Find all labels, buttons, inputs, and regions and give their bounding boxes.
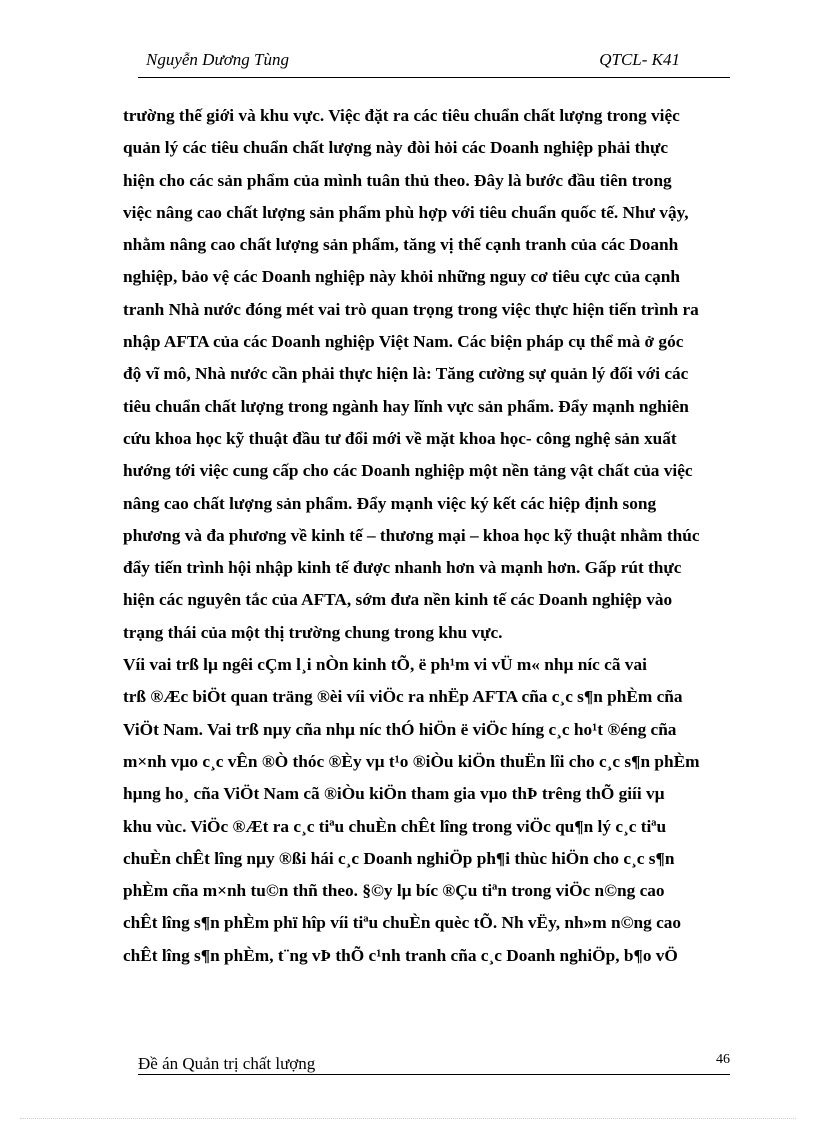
body-line: đẩy tiến trình hội nhập kinh tế được nhanh hơn và mạnh hơn. Gấp rút thực [123, 558, 682, 578]
body-line: quản lý các tiêu chuẩn chất lượng này đòi hỏi các Doanh nghiệp phải thực [123, 138, 669, 158]
page-edge-divider [20, 1118, 796, 1119]
body-line: tranh Nhà nước đóng mét vai trò quan trọng trong việc thực hiện tiến trình ra [123, 299, 699, 319]
body-line: nhập AFTA của các Doanh nghiệp Việt Nam. Các biện pháp cụ thể mà ở góc [123, 332, 684, 352]
body-line: Víi vai trß lµ ngêi cÇm l¸i nÒn kinh tÕ, ë ph¹m vi vÜ m« nhµ níc cã vai [123, 655, 647, 675]
body-line: nghiệp, bảo vệ các Doanh nghiệp này khỏi những nguy cơ tiêu cực của cạnh [123, 267, 681, 287]
page-header [138, 50, 730, 78]
body-line: hiện các nguyên tắc của AFTA, sớm đưa nền kinh tế các Doanh nghiệp vào [123, 590, 673, 610]
body-line: phương và đa phương về kinh tế – thương mại – khoa học kỹ thuật nhằm thúc [123, 525, 700, 545]
body-line: trường thế giới và khu vực. Việc đặt ra các tiêu chuẩn chất lượng trong việc [123, 106, 680, 125]
body-line: trạng thái của một thị trường chung trong khu vực. [123, 622, 503, 642]
body-line: ViÖt Nam. Vai trß nµy cña nhµ níc thÓ hiÖn ë viÖc híng c¸c ho¹t ®éng cña [123, 719, 677, 739]
body-line: chÊt lîng s¶n phÈm phï hîp víi tiªu chuÈn quèc tÕ. Nh vËy, nh»m n©ng cao [123, 913, 682, 933]
body-line: việc nâng cao chất lượng sản phẩm phù hợp với tiêu chuẩn quốc tế. Như vậy, [123, 202, 689, 222]
body-line: phÈm cña m×nh tu©n thñ theo. §©y lµ bíc ®Çu tiªn trong viÖc n©ng cao [123, 881, 665, 901]
body-line: hiện cho các sản phẩm của mình tuân thủ theo. Đây là bước đầu tiên trong [123, 170, 672, 190]
body-line: m×nh vµo c¸c vÊn ®Ò thóc ®Èy vµ t¹o ®iÒu kiÖn thuËn lîi cho c¸c s¶n phÈm [123, 751, 700, 771]
page-footer [138, 1052, 730, 1075]
header-author: Nguyễn Dương Tùng [146, 50, 290, 69]
page-number: 46 [716, 1052, 730, 1067]
body-line: chÊt lîng s¶n phÈm, t¨ng vÞ thÕ c¹nh tranh cña c¸c Doanh nghiÖp, b¶o vÖ [123, 945, 678, 965]
body-text [123, 100, 768, 972]
header-course: QTCL- K41 [599, 50, 680, 69]
body-line: độ vĩ mô, Nhà nước cần phải thực hiện là: Tăng cường sự quản lý đối với các [123, 364, 689, 384]
body-line: trß ®Æc biÖt quan träng ®èi víi viÖc ra nhËp AFTA cña c¸c s¶n phÈm cña [123, 687, 683, 707]
body-line: hướng tới việc cung cấp cho các Doanh nghiệp một nền tảng vật chất của việc [123, 461, 693, 481]
body-line: chuÈn chÊt lîng nµy ®ßi hái c¸c Doanh nghiÖp ph¶i thùc hiÖn cho c¸c s¶n [123, 848, 675, 868]
body-line: hµng ho¸ cña ViÖt Nam cã ®iÒu kiÖn tham gia vµo thÞ trêng thÕ giíi vµ [123, 784, 665, 804]
body-line: tiêu chuẩn chất lượng trong ngành hay lĩnh vực sản phẩm. Đẩy mạnh nghiên [123, 396, 689, 416]
body-line: nâng cao chất lượng sản phẩm. Đẩy mạnh việc ký kết các hiệp định song [123, 493, 657, 513]
body-line: khu vùc. ViÖc ®Æt ra c¸c tiªu chuÈn chÊt lîng trong viÖc qu¶n lý c¸c tiªu [123, 816, 667, 836]
body-line: nhằm nâng cao chất lượng sản phẩm, tăng vị thế cạnh tranh của các Doanh [123, 235, 679, 255]
footer-title: Đề án Quản trị chất lượng [138, 1054, 316, 1073]
body-line: cứu khoa học kỹ thuật đầu tư đổi mới về mặt khoa học- công nghệ sản xuất [123, 428, 677, 448]
